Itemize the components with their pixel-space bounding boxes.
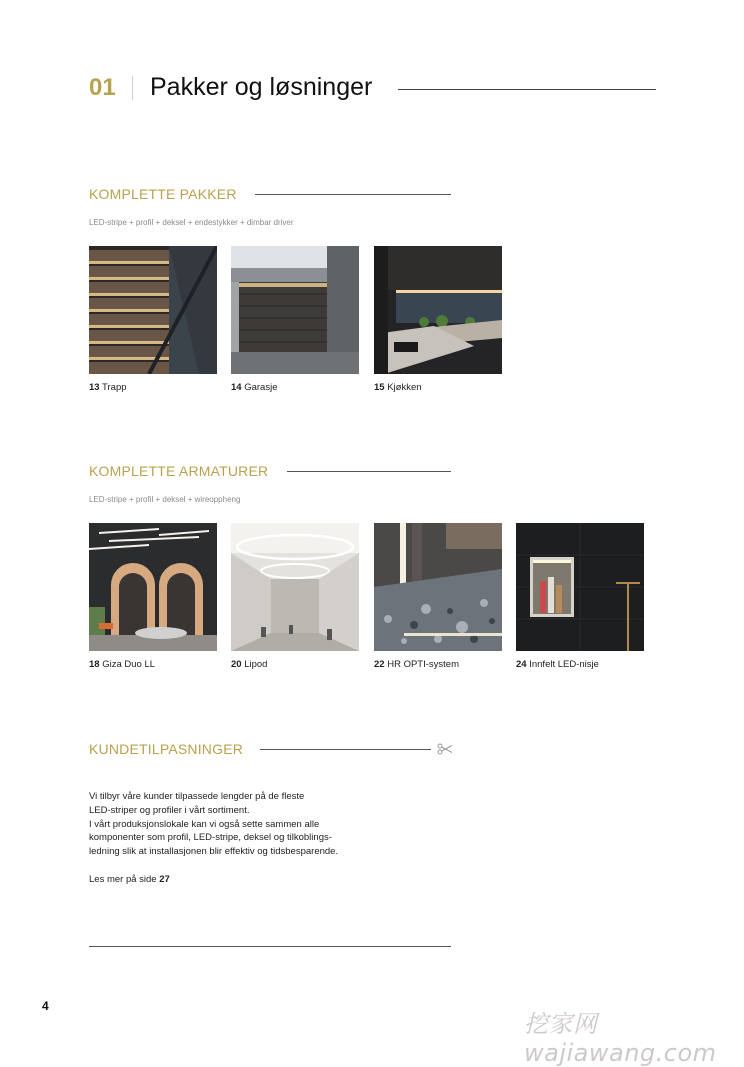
caption-hr-opti: 22 HR OPTI-system [374,659,459,670]
section-subtitle-pakker: LED-stripe + profil + deksel + endestykker + dimbar driver [89,218,294,227]
section-title-pakker: KOMPLETTE PAKKER [89,186,237,202]
chapter-title: Pakker og løsninger [150,73,373,101]
caption-kjokken: 15 Kjøkken [374,382,422,393]
section-rule-pakker [255,194,451,195]
watermark: 挖家网 wajiawang.com [524,1010,717,1067]
section-rule-armaturer [287,471,451,472]
niche-photo [516,523,644,651]
kunde-paragraph [89,790,369,859]
garage-photo [231,246,359,374]
scissors-icon [437,742,453,756]
section-title-armaturer: KOMPLETTE ARMATURER [89,463,269,479]
section-rule-kunde [260,749,431,750]
page-number: 4 [42,999,49,1013]
paragraph-line: Vi tilbyr våre kunder tilpassede lengder på de fleste [89,791,305,802]
bottom-rule [89,946,451,947]
caption-nisje: 24 Innfelt LED-nisje [516,659,599,670]
caption-garasje: 14 Garasje [231,382,278,393]
caption-giza: 18 Giza Duo LL [89,659,156,670]
paragraph-line: ledning slik at installasjonen blir effektiv og tidsbesparende. [89,846,339,858]
lobby-photo [231,523,359,651]
section-title-kunde: KUNDETILPASNINGER [89,741,244,757]
paragraph-line: I vårt produksjonslokale kan vi også sette sammen alle [89,818,320,830]
paragraph-line: komponenter som profil, LED-stripe, deksel og tilkoblings- [89,832,332,844]
section-subtitle-armaturer: LED-stripe + profil + deksel + wireoppheng [89,495,241,504]
chapter-number: 01 [89,74,116,101]
chapter-rule [398,89,656,90]
arches-photo [89,523,217,651]
chapter-separator [132,76,133,100]
kitchen-photo [374,246,502,374]
caption-lipod: 20 Lipod [231,659,268,670]
paragraph-line: LED-striper og profiler i vårt sortiment. [89,804,250,816]
caption-trapp: 13 Trapp [89,382,127,393]
stairs-photo [89,246,217,374]
marble-photo [374,523,502,651]
read-more-reference: Les mer på side 27 [89,874,170,885]
